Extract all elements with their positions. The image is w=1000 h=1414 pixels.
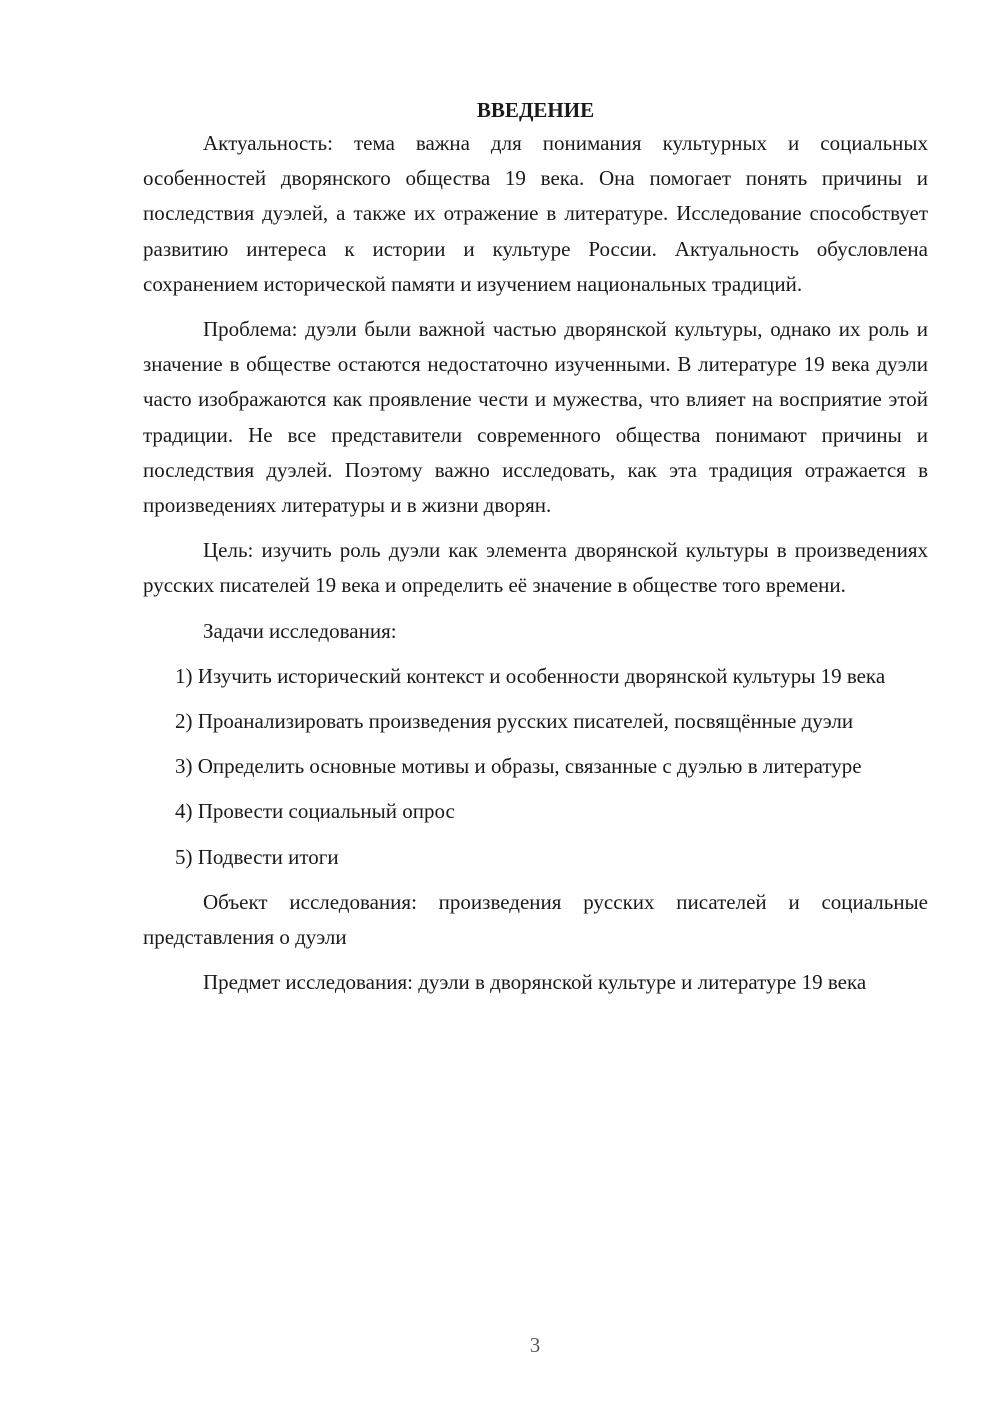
paragraph-subject: Предмет исследования: дуэли в дворянской культуре и литературе 19 века [203, 970, 867, 995]
task-item-2: 2) Проанализировать произведения русских писателей, посвящённые дуэли [175, 709, 854, 734]
task-item-5: 5) Подвести итоги [175, 844, 339, 869]
paragraph-object: Объект исследования: произведения русских писателей и социальные представления о дуэли [143, 889, 928, 950]
document-page [143, 95, 928, 1010]
page-number: 3 [529, 1333, 541, 1357]
paragraph-problem: Проблема: дуэли были важной частью дворянской культуры, однако их роль и значение в обществе остаются недостаточно изученными. В литературе 19 века дуэли часто изображаются как проявление чести и мужества, что влияет на восприятие этой традиции. Не все представители современного общества понимают причины и последствия дуэлей. Поэтому важно исследовать, как эта традиция отражается в произведениях литературы и в жизни дворян. [143, 317, 928, 518]
paragraph-tasks-heading: Задачи исследования: [203, 618, 397, 643]
task-item-4: 4) Провести социальный опрос [175, 799, 455, 824]
document-title: ВВЕДЕНИЕ [476, 98, 595, 122]
task-item-1: 1) Изучить исторический контекст и особенности дворянской культуры 19 века [175, 663, 886, 688]
paragraph-relevance: Актуальность: тема важна для понимания культурных и социальных особенностей дворянского общества 19 века. Она помогает понять причины и последствия дуэлей, а также их отражение в литературе. Исследование способствует развитию интереса к истории и культуре России. Актуальность обусловлена сохранением исторической памяти и изучением национальных традиций. [143, 131, 928, 296]
task-item-3: 3) Определить основные мотивы и образы, связанные с дуэлью в литературе [175, 754, 862, 779]
paragraph-goal: Цель: изучить роль дуэли как элемента дворянской культуры в произведениях русских писателей 19 века и определить её значение в обществе того времени. [143, 538, 928, 598]
